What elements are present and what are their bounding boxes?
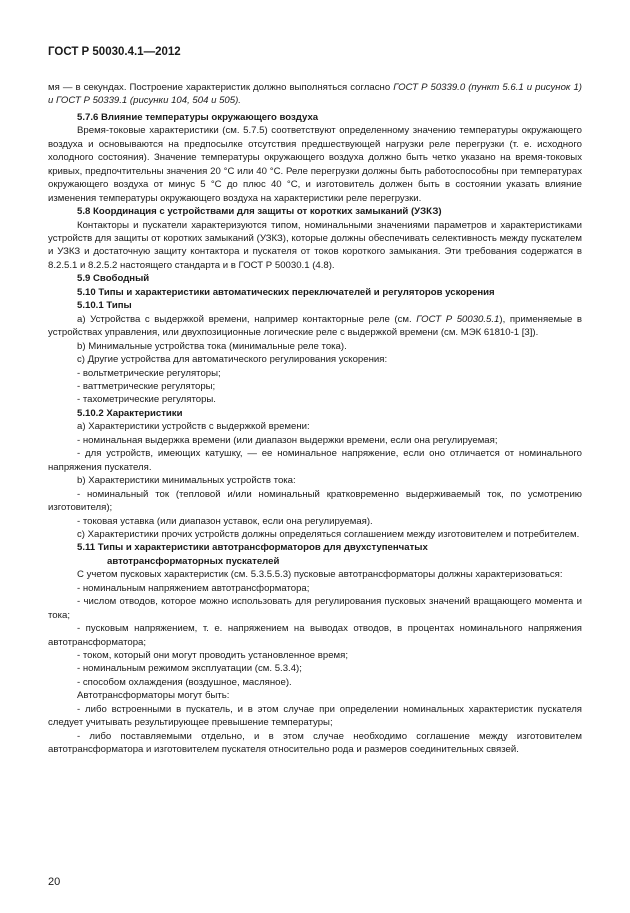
list-item: - номинальным напряжением автотрансформатора; (77, 582, 310, 594)
list-item: - ваттметрические регуляторы; (77, 380, 216, 392)
section-heading-5-7-6: 5.7.6 Влияние температуры окружающего воздуха (77, 111, 319, 123)
list-item: - пусковым напряжением, т. е. напряжением на выводах отводов, в процентах номинального напряжения автотрансформатора; (48, 623, 582, 648)
list-item: - вольтметрические регуляторы; (77, 367, 221, 379)
section-heading-5-10-2: 5.10.2 Характеристики (77, 407, 183, 419)
reference-italic: ГОСТ Р 50339.0 (пункт 5.6.1 и рисунок 1) и ГОСТ Р 50339.1 (рисунки 104, 504 и 505). (48, 82, 582, 107)
paragraph: Контакторы и пускатели характеризуются типом, номинальными значениями параметров и характеристиками устройств для защиты от коротких замыканий (УЗКЗ), которые должны обеспечивать селективность между пускателем и УЗКЗ и достаточную защиту контактора и пускателя от токов короткого замыкания. Эти требования содержатся в 8.2.5.1 и 8.2.5.2 настоящего стандарта и в ГОСТ Р 50030.1 (4.8). (48, 219, 582, 271)
paragraph: Автотрансформаторы могут быть: (77, 690, 230, 702)
list-item: с) Характеристики прочих устройств должны определяться соглашением между изготовителем и потребителем. (77, 528, 580, 540)
section-heading-5-11-continued: автотрансформаторных пускателей (107, 555, 280, 567)
text-run: мя — в секундах. Построение характеристик должно выполняться согласно (48, 82, 394, 93)
paragraph: С учетом пусковых характеристик (см. 5.3.5.5.3) пусковые автотрансформаторы должны характеризоваться: (77, 569, 563, 581)
list-item: - для устройств, имеющих катушку, — ее номинальное напряжение, если оно отличается от номинального напряжения пускателя. (48, 448, 582, 473)
list-item: - способом охлаждения (воздушное, масляное). (77, 676, 292, 688)
section-heading-5-10-1: 5.10.1 Типы (77, 300, 132, 312)
list-item: - токовая уставка (или диапазон уставок, если она регулируемая). (77, 515, 373, 527)
list-item: - номинальный ток (тепловой и/или номинальный кратковременно выдерживаемый ток, по усмотрению изготовителя); (48, 488, 582, 514)
document-body (48, 81, 582, 757)
list-item: а) Характеристики устройств с выдержкой времени: (77, 421, 310, 433)
page-number: 20 (48, 876, 61, 888)
text-run: а) Устройства с выдержкой времени, например контакторные реле (см. (77, 313, 417, 325)
list-item: b) Характеристики минимальных устройств тока: (77, 475, 296, 487)
list-item: - либо встроенными в пускатель, и в этом случае при определении номинальных характеристик пускателя следует учитывать результирующее превышение температуры; (48, 703, 582, 729)
page-header: ГОСТ Р 50030.4.1—2012 (48, 46, 181, 58)
list-item: - номинальным режимом эксплуатации (см. 5.3.4); (77, 663, 302, 675)
list-item: b) Минимальные устройства тока (минимальные реле тока). (77, 340, 347, 352)
paragraph (48, 313, 582, 340)
list-item: - числом отводов, которое можно использовать для регулирования пусковых значений вращающего момента и тока; (48, 596, 582, 621)
section-heading-5-11: 5.11 Типы и характеристики автотрансформаторов для двухступенчатых (77, 542, 428, 554)
list-item: - номинальная выдержка времени (или диапазон выдержки времени, если она регулируемая; (77, 434, 498, 446)
section-heading-5-10: 5.10 Типы и характеристики автоматических переключателей и регуляторов ускорения (77, 286, 495, 298)
section-heading-5-9: 5.9 Свободный (77, 273, 150, 285)
list-item: с) Другие устройства для автоматического регулирования ускорения: (77, 354, 388, 366)
list-item: - током, который они могут проводить установленное время; (77, 650, 349, 662)
section-heading-5-8: 5.8 Координация с устройствами для защиты от коротких замыканий (УЗКЗ) (77, 206, 442, 218)
text-run: ), применяемые в устройствах управления, или двухпозиционные логические реле с выдержкой времени (см. МЭК 61810-1 [3]). (48, 313, 582, 339)
paragraph (48, 81, 582, 108)
reference-italic: ГОСТ Р 50030.5.1 (416, 313, 500, 325)
list-item: - либо поставляемыми отдельно, и в этом случае необходимо соглашение между изготовителем автотрансформатора и изготовителем пускателя относительно рода и размеров соединительных связей. (48, 730, 582, 756)
list-item: - тахометрические регуляторы. (77, 394, 216, 406)
paragraph: Время-токовые характеристики (см. 5.7.5) соответствуют определенному значению температуры окружающего воздуха и основываются на предпосылке отсутствия предшествующей нагрузки реле перегрузки (т. е. исходного холодного состояния). Значение температуры окружающего воздуха должно быть четко указано на время-токовых кривых, предпочтительны значения 20 °С или 40 °С. Реле перегрузки должны быть работоспособны при температурах окружающего воздуха от минус 5 °С до плюс 40 °С, и изготовитель должен быть в состоянии указать влияние изменения температуры окружающего воздуха на характеристики реле перегрузки. (48, 125, 582, 204)
